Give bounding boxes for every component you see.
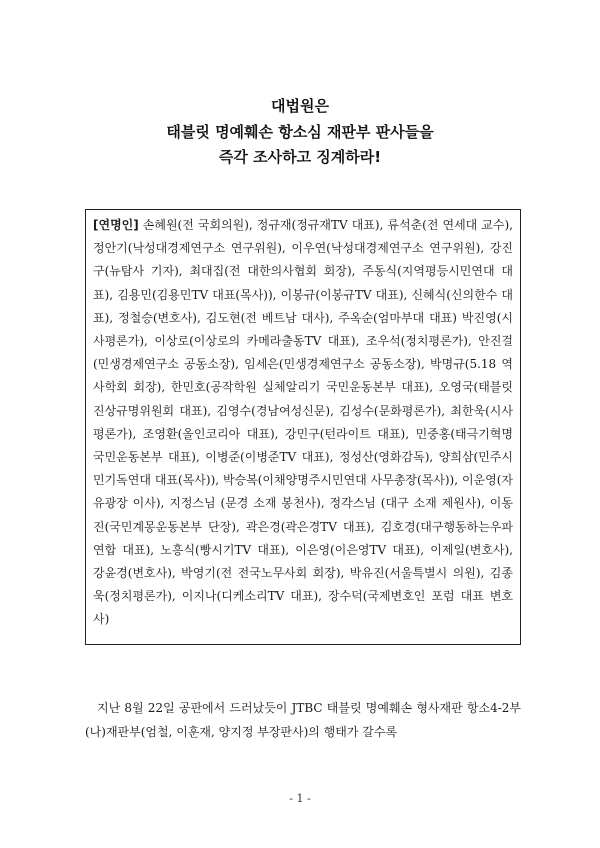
signers-list (93, 214, 513, 632)
title-line-2: 태블릿 명예훼손 항소심 재판부 판사들을 (166, 122, 434, 141)
body-paragraph: 지난 8월 22일 공판에서 드러났듯이 JTBC 태블릿 명예훼손 형사재판 항소4-2부(나)재판부(엄철, 이훈재, 양지정 부장판사)의 행태가 갈수록 (85, 701, 521, 740)
document-title (0, 94, 600, 171)
page-number: - 1 - (289, 792, 311, 805)
signers-names: 손혜원(전 국회의원), 정규재(정규재TV 대표), 류석춘(전 연세대 교수), 정안기(낙성대경제연구소 연구위원), 이우연(낙성대경제연구소 연구위원), 강진구(뉴탐사 기자), 최대집(전 대한의사협회 회장), 주동식(지역평등시민연대 대표), 김용민(김용민TV 대표(목사)), 이봉규(이봉규TV 대표), 신혜식(신의한수 대표), 정철승(변호사), 김도현(전 베트남 대사), 주옥순(엄마부대 대표) 박진영(시사평론가), 이상로(이상로의 카메라출동TV 대표), 조우석(정치평론가), 안진걸(민생경제연구소 공동소장), 임세은(민생경제연구소 공동소장), 박명규(5.18 역사학회 회장), 한민호(공작학원 실체알리기 국민운동본부 대표), 오영국(태블릿진상규명위원회 대표), 김영수(경남여성신문), 김성수(문화평론가), 최한욱(시사평론가), 조영환(올인코리아 대표), 강민구(턴라이트 대표), 민중홍(태극기혁명 국민운동본부 대표), 이병준(이병준TV 대표), 정성산(영화감독), 양희삼(민주시민기독연대 대표(목사)), 박승복(이채양명주시민연대 사무총장(목사)), 이운영(자유광장 이사), 지정스님 (문경 소재 봉천사), 정각스님 (대구 소재 제원사), 이동진(국민계몽운동본부 단장), 곽은경(곽은경TV 대표), 김호경(대구행동하는우파연합 대표), 노흥식(빵시기TV 대표), 이은영(이은영TV 대표), 이제일(변호사), 강윤경(변호사), 박영기(전 전국노무사회 회장), 박유진(서울특별시 의원), 김종욱(정치평론가), 이지나(디케소리TV 대표), 장수덕(국제변호인 포럼 대표 변호사) (93, 218, 513, 627)
title-line-3: 즉각 조사하고 징계하라! (218, 148, 382, 166)
signers-box (85, 209, 521, 645)
title-line-1: 대법원은 (271, 97, 329, 115)
signers-heading: [연명인] (93, 218, 139, 232)
